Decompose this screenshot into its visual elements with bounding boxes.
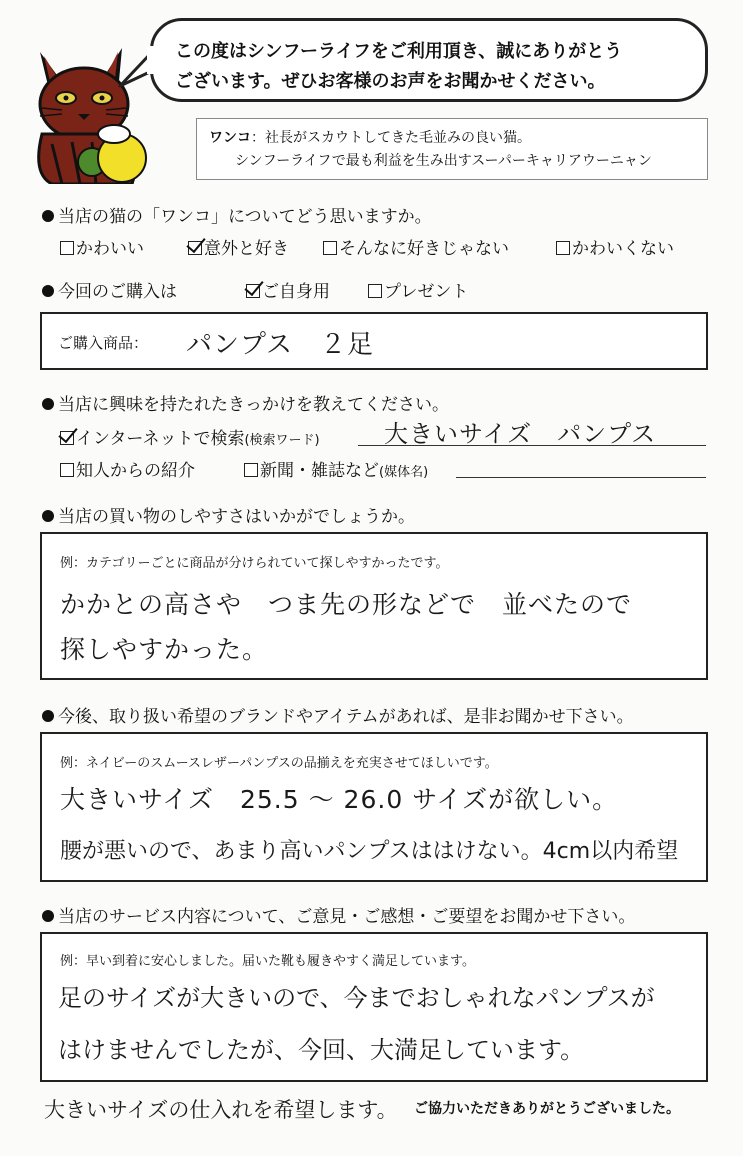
q1-option-3[interactable]: そんなに好きじゃない xyxy=(323,234,509,259)
q3-question: 当店に興味を持たれたきっかけを教えてください。 xyxy=(42,390,449,415)
mascot-desc-2: シンフーライフで最も利益を生み出すスーパーキャリアウーニャン xyxy=(235,153,652,169)
greeting-line-1: この度はシンフーライフをご利用頂き、誠にありがとう xyxy=(175,41,623,62)
search-word-answer[interactable]: 大きいサイズ パンプス xyxy=(384,420,657,448)
q5-answer-line-2: 腰が悪いので、あまり高いパンプスははけない。4cm以内希望 xyxy=(60,839,679,864)
product-label: ご購入商品： xyxy=(58,334,149,352)
product-answer[interactable]: パンプス ２足 xyxy=(186,330,374,360)
greeting-bubble xyxy=(150,18,708,102)
mascot-desc-1: ：社長がスカウトしてきた毛並みの良い猫。 xyxy=(251,130,531,146)
media-name-line xyxy=(456,476,706,478)
checkbox-icon[interactable] xyxy=(60,463,74,477)
q1-question: 当店の猫の「ワンコ」についてどう思いますか。 xyxy=(42,202,432,227)
checkbox-icon[interactable] xyxy=(323,241,337,255)
q4-answer-line-2: 探しやすかった。 xyxy=(60,635,269,664)
q6-example: 例：早い到着に安心しました。届いた靴も履きやすく満足しています。 xyxy=(60,954,475,969)
q2-option-2[interactable]: プレゼント xyxy=(368,277,468,302)
q5-answer-line-1: 大きいサイズ 25.5 〜 26.0 サイズが欲しい。 xyxy=(60,785,619,814)
footer-thanks: ご協力いただきありがとうございました。 xyxy=(414,1101,680,1117)
q1-option-1[interactable]: かわいい xyxy=(60,234,144,259)
q1-option-2[interactable]: 意外と好き xyxy=(188,234,289,259)
checkbox-checked-icon[interactable] xyxy=(246,284,260,298)
checkbox-icon[interactable] xyxy=(60,241,74,255)
q2-question: 今回のご購入は xyxy=(42,277,177,302)
q3-option-internet[interactable]: インターネットで検索(検索ワード) xyxy=(60,424,320,449)
checkbox-icon[interactable] xyxy=(368,284,382,298)
q6-question: 当店のサービス内容について、ご意見・ご感想・ご要望をお聞かせ下さい。 xyxy=(42,902,635,927)
q5-question: 今後、取り扱い希望のブランドやアイテムがあれば、是非お聞かせ下さい。 xyxy=(42,702,634,727)
q4-example: 例：カテゴリーごとに商品が分けられていて探しやすかったです。 xyxy=(60,556,449,571)
mascot-name: ワンコ xyxy=(209,130,251,146)
q6-answer-line-3: 大きいサイズの仕入れを希望します。 xyxy=(44,1098,398,1122)
q6-answer-line-2: はけませんでしたが、今回、大満足しています。 xyxy=(58,1036,585,1064)
q2-option-1[interactable]: ご自身用 xyxy=(246,277,330,302)
checkbox-checked-icon[interactable] xyxy=(188,241,202,255)
q1-option-4[interactable]: かわいくない xyxy=(556,234,674,259)
q5-example: 例：ネイビーのスムースレザーパンプスの品揃えを充実させてほしいです。 xyxy=(60,756,498,771)
q4-question: 当店の買い物のしやすさはいかがでしょうか。 xyxy=(42,502,415,527)
q3-option-intro[interactable]: 知人からの紹介 xyxy=(60,456,195,481)
checkbox-icon[interactable] xyxy=(244,463,258,477)
greeting-line-2: ございます。ぜひお客様のお声をお聞かせください。 xyxy=(175,71,606,92)
checkbox-checked-icon[interactable] xyxy=(60,431,74,445)
q6-answer-line-1: 足のサイズが大きいので、今までおしゃれなパンプスが xyxy=(58,984,655,1012)
q4-answer-line-1: かかとの高さや つま先の形などで 並べたので xyxy=(60,590,633,619)
checkbox-icon[interactable] xyxy=(556,241,570,255)
q3-option-media[interactable]: 新聞・雑誌など(媒体名) xyxy=(244,456,428,481)
mascot-profile xyxy=(196,118,708,180)
